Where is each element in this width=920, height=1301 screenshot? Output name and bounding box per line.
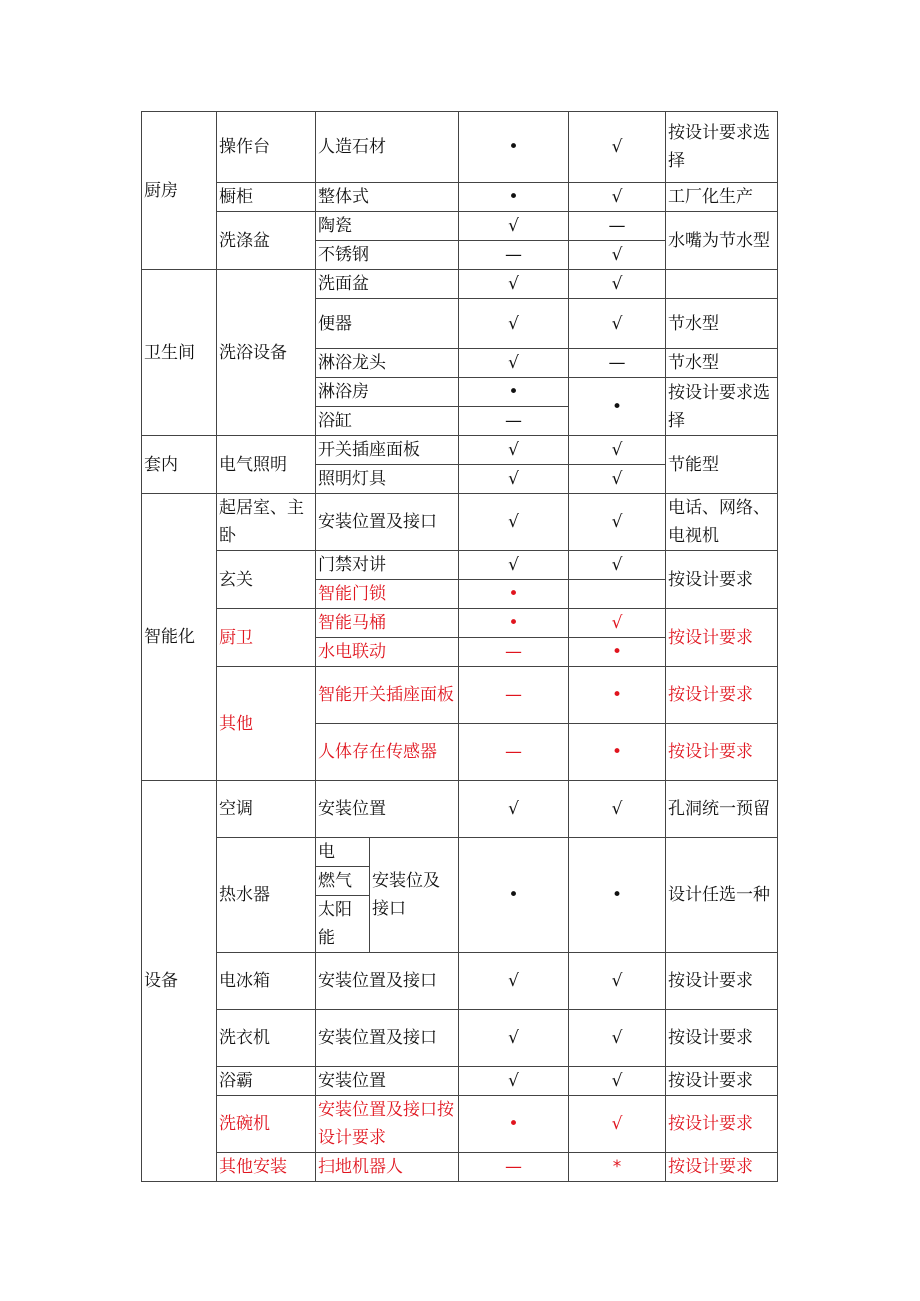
subcategory-cell: 电冰箱	[217, 953, 316, 1010]
note-cell: 水嘴为节水型	[666, 212, 778, 270]
mark-a-cell: —	[459, 638, 569, 667]
table-row	[142, 1153, 778, 1182]
item-cell: 水电联动	[316, 638, 459, 667]
item-cell: 智能马桶	[316, 609, 459, 638]
mark-b-cell: √	[569, 609, 666, 638]
mark-a-cell: •	[459, 183, 569, 212]
mark-a-cell: •	[459, 838, 569, 953]
table-row	[142, 183, 778, 212]
note-cell: 按设计要求	[666, 551, 778, 609]
mark-b-cell: •	[569, 838, 666, 953]
subcategory-cell: 起居室、主卧	[217, 494, 316, 551]
item-cell: 安装位置	[316, 781, 459, 838]
mark-b-cell: √	[569, 465, 666, 494]
note-cell: 按设计要求	[666, 724, 778, 781]
table-row	[142, 494, 778, 551]
mark-b-cell: —	[569, 212, 666, 241]
mark-a-cell: √	[459, 1067, 569, 1096]
mark-b-cell: •	[569, 667, 666, 724]
category-cell: 设备	[142, 781, 217, 1182]
mark-b-cell: √	[569, 1067, 666, 1096]
mark-a-cell: √	[459, 953, 569, 1010]
mark-a-cell: —	[459, 724, 569, 781]
note-cell: 节水型	[666, 349, 778, 378]
mark-b-cell: •	[569, 724, 666, 781]
note-cell: 按设计要求	[666, 1096, 778, 1153]
item-cell: 安装位置及接口按设计要求	[316, 1096, 459, 1153]
mark-b-cell: √	[569, 183, 666, 212]
table-row	[142, 436, 778, 465]
item-cell: 便器	[316, 299, 459, 349]
mark-b-cell	[569, 580, 666, 609]
mark-b-cell: √	[569, 436, 666, 465]
item-cell: 洗面盆	[316, 270, 459, 299]
mark-a-cell: —	[459, 667, 569, 724]
item-cell: 智能开关插座面板	[316, 667, 459, 724]
mark-b-cell: √	[569, 112, 666, 183]
mark-b-cell: *	[569, 1153, 666, 1182]
subcategory-cell: 操作台	[217, 112, 316, 183]
table-row	[142, 551, 778, 580]
note-cell: 按设计要求	[666, 953, 778, 1010]
item-cell: 不锈钢	[316, 241, 459, 270]
mark-a-cell: √	[459, 551, 569, 580]
item-cell: 淋浴房	[316, 378, 459, 407]
mark-a-cell: √	[459, 781, 569, 838]
mark-a-cell: •	[459, 112, 569, 183]
table-row	[142, 781, 778, 838]
spec-table	[141, 111, 778, 1182]
mark-a-cell: √	[459, 212, 569, 241]
table-row	[142, 953, 778, 1010]
item-cell: 安装位及接口	[370, 838, 459, 953]
item-cell: 安装位置	[316, 1067, 459, 1096]
mark-b-cell: √	[569, 781, 666, 838]
note-cell: 按设计要求	[666, 1153, 778, 1182]
item-cell: 整体式	[316, 183, 459, 212]
heater-type-cell: 电	[316, 838, 370, 867]
mark-a-cell: √	[459, 436, 569, 465]
note-cell: 孔洞统一预留	[666, 781, 778, 838]
mark-a-cell: •	[459, 609, 569, 638]
mark-b-cell: •	[569, 638, 666, 667]
mark-a-cell: —	[459, 241, 569, 270]
item-cell: 开关插座面板	[316, 436, 459, 465]
mark-b-cell: √	[569, 270, 666, 299]
category-cell: 卫生间	[142, 270, 217, 436]
item-cell: 安装位置及接口	[316, 1010, 459, 1067]
note-cell: 按设计要求	[666, 667, 778, 724]
category-cell: 套内	[142, 436, 217, 494]
table-row	[142, 212, 778, 241]
table-row	[142, 270, 778, 299]
mark-b-cell: √	[569, 494, 666, 551]
category-cell: 智能化	[142, 494, 217, 781]
item-cell: 人造石材	[316, 112, 459, 183]
subcategory-cell: 洗衣机	[217, 1010, 316, 1067]
item-cell: 浴缸	[316, 407, 459, 436]
item-cell: 陶瓷	[316, 212, 459, 241]
table-row	[142, 1096, 778, 1153]
subcategory-cell: 洗碗机	[217, 1096, 316, 1153]
mark-b-cell: √	[569, 551, 666, 580]
category-cell: 厨房	[142, 112, 217, 270]
note-cell: 节能型	[666, 436, 778, 494]
table-row	[142, 609, 778, 638]
heater-type-cell: 燃气	[316, 867, 370, 896]
mark-b-cell: √	[569, 299, 666, 349]
subcategory-cell: 玄关	[217, 551, 316, 609]
mark-b-cell: •	[569, 378, 666, 436]
subcategory-cell: 电气照明	[217, 436, 316, 494]
note-cell: 按设计要求选择	[666, 378, 778, 436]
table-row	[142, 112, 778, 183]
note-cell: 按设计要求选择	[666, 112, 778, 183]
mark-b-cell: √	[569, 1010, 666, 1067]
mark-b-cell: √	[569, 953, 666, 1010]
mark-a-cell: •	[459, 580, 569, 609]
item-cell: 扫地机器人	[316, 1153, 459, 1182]
note-cell: 按设计要求	[666, 1010, 778, 1067]
mark-a-cell: √	[459, 299, 569, 349]
subcategory-cell: 洗浴设备	[217, 270, 316, 436]
mark-a-cell: •	[459, 378, 569, 407]
note-cell: 节水型	[666, 299, 778, 349]
table-row	[142, 667, 778, 724]
subcategory-cell: 橱柜	[217, 183, 316, 212]
mark-b-cell: —	[569, 349, 666, 378]
subcategory-cell: 其他	[217, 667, 316, 781]
item-cell: 淋浴龙头	[316, 349, 459, 378]
note-cell: 工厂化生产	[666, 183, 778, 212]
table-row	[142, 1010, 778, 1067]
subcategory-cell: 洗涤盆	[217, 212, 316, 270]
subcategory-cell: 热水器	[217, 838, 316, 953]
mark-a-cell: √	[459, 349, 569, 378]
mark-a-cell: —	[459, 1153, 569, 1182]
note-cell	[666, 270, 778, 299]
note-cell: 电话、网络、电视机	[666, 494, 778, 551]
subcategory-cell: 空调	[217, 781, 316, 838]
mark-a-cell: √	[459, 270, 569, 299]
mark-b-cell: √	[569, 241, 666, 270]
subcategory-cell: 厨卫	[217, 609, 316, 667]
item-cell: 安装位置及接口	[316, 953, 459, 1010]
item-cell: 人体存在传感器	[316, 724, 459, 781]
table-row	[142, 1067, 778, 1096]
item-cell: 智能门锁	[316, 580, 459, 609]
mark-a-cell: √	[459, 1010, 569, 1067]
note-cell: 设计任选一种	[666, 838, 778, 953]
subcategory-cell: 其他安装	[217, 1153, 316, 1182]
note-cell: 按设计要求	[666, 1067, 778, 1096]
item-cell: 照明灯具	[316, 465, 459, 494]
mark-a-cell: —	[459, 407, 569, 436]
table-row	[142, 838, 778, 867]
item-cell: 安装位置及接口	[316, 494, 459, 551]
mark-a-cell: √	[459, 494, 569, 551]
mark-b-cell: √	[569, 1096, 666, 1153]
item-cell: 门禁对讲	[316, 551, 459, 580]
mark-a-cell: •	[459, 1096, 569, 1153]
subcategory-cell: 浴霸	[217, 1067, 316, 1096]
mark-a-cell: √	[459, 465, 569, 494]
note-cell: 按设计要求	[666, 609, 778, 667]
heater-type-cell: 太阳能	[316, 896, 370, 953]
